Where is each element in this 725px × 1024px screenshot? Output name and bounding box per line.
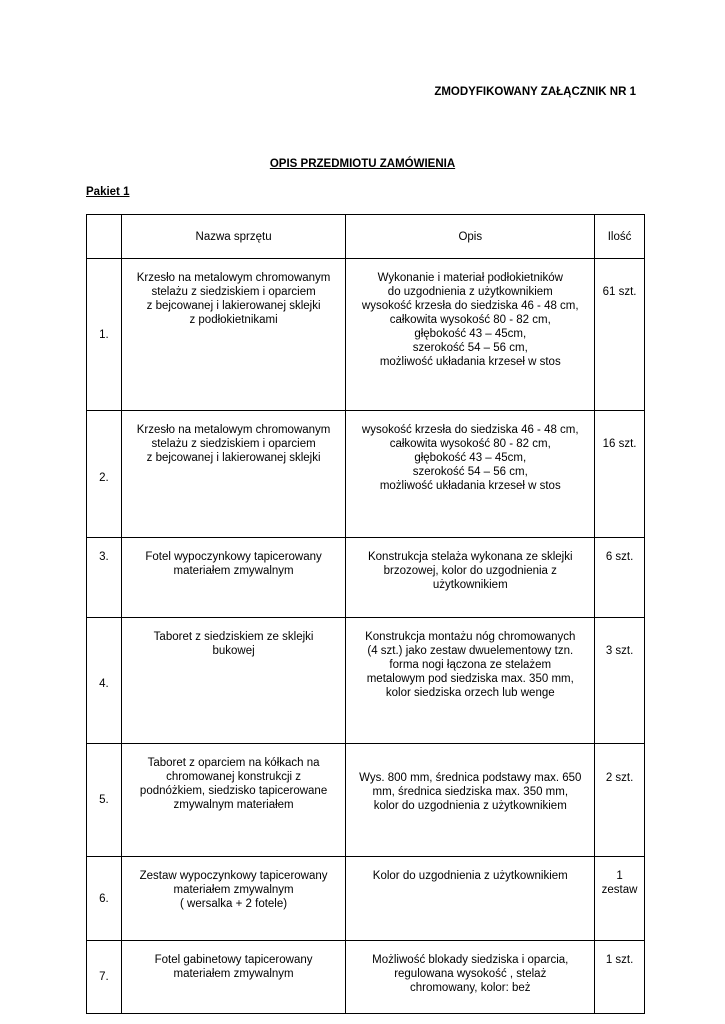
table-row	[87, 941, 645, 1014]
item-quantity: 16 szt.	[595, 411, 645, 538]
header-description: Opis	[346, 215, 595, 259]
item-description: Kolor do uzgodnienia z użytkownikiem	[346, 857, 595, 941]
item-quantity: 2 szt.	[595, 744, 645, 857]
attachment-label: ZMODYFIKOWANY ZAŁĄCZNIK NR 1	[434, 86, 636, 98]
item-quantity: 1 szt.	[595, 941, 645, 1014]
item-quantity: 1 zestaw	[595, 857, 645, 941]
header-quantity: Ilość	[595, 215, 645, 259]
row-number: 6.	[87, 857, 122, 941]
table-row	[87, 538, 645, 618]
item-description: wysokość krzesła do siedziska 46 - 48 cm, całkowita wysokość 80 - 82 cm, głębokość 43 – 45cm, szerokość 54 – 56 cm, możliwość układania krzeseł w stos	[346, 411, 595, 538]
item-quantity: 61 szt.	[595, 259, 645, 411]
item-name: Fotel wypoczynkowy tapicerowany materiałem zmywalnym	[121, 538, 346, 618]
row-number: 3.	[87, 538, 122, 618]
package-label: Pakiet 1	[86, 186, 130, 198]
item-name: Fotel gabinetowy tapicerowany materiałem zmywalnym	[121, 941, 346, 1014]
table-row	[87, 259, 645, 411]
item-quantity: 6 szt.	[595, 538, 645, 618]
row-number: 1.	[87, 259, 122, 411]
item-name: Krzesło na metalowym chromowanym stelażu z siedziskiem i oparciem z bejcowanej i lakierowanej sklejki z podłokietnikami	[121, 259, 346, 411]
table-row	[87, 411, 645, 538]
row-number: 5.	[87, 744, 122, 857]
item-description: Możliwość blokady siedziska i oparcia, regulowana wysokość , stelaż chromowany, kolor: beż	[346, 941, 595, 1014]
item-description: Konstrukcja montażu nóg chromowanych (4 szt.) jako zestaw dwuelementowy tzn. forma nogi łączona ze stelażem metalowym pod siedziska max. 350 mm, kolor siedziska orzech lub wenge	[346, 618, 595, 744]
item-name: Zestaw wypoczynkowy tapicerowany materiałem zmywalnym ( wersalka + 2 fotele)	[121, 857, 346, 941]
table-row	[87, 744, 645, 857]
row-number: 2.	[87, 411, 122, 538]
item-description: Konstrukcja stelaża wykonana ze sklejki brzozowej, kolor do uzgodnienia z użytkownikiem	[346, 538, 595, 618]
row-number: 4.	[87, 618, 122, 744]
item-name: Krzesło na metalowym chromowanym stelażu z siedziskiem i oparciem z bejcowanej i lakierowanej sklejki	[121, 411, 346, 538]
item-description: Wykonanie i materiał podłokietników do uzgodnienia z użytkownikiem wysokość krzesła do siedziska 46 - 48 cm, całkowita wysokość 80 - 82 cm, głębokość 43 – 45cm, szerokość 54 – 56 cm, możliwość układania krzeseł w stos	[346, 259, 595, 411]
document-title: OPIS PRZEDMIOTU ZAMÓWIENIA	[269, 158, 456, 170]
table-row	[87, 618, 645, 744]
item-description: Wys. 800 mm, średnica podstawy max. 650 mm, średnica siedziska max. 350 mm, kolor do uzgodnienia z użytkownikiem	[346, 744, 595, 857]
item-quantity: 3 szt.	[595, 618, 645, 744]
header-lp	[87, 215, 122, 259]
table-row	[87, 857, 645, 941]
row-number: 7.	[87, 941, 122, 1014]
item-name: Taboret z oparciem na kółkach na chromowanej konstrukcji z podnóżkiem, siedzisko tapicerowane zmywalnym materiałem	[121, 744, 346, 857]
header-name: Nazwa sprzętu	[121, 215, 346, 259]
specification-table	[86, 214, 645, 1014]
table-header-row	[87, 215, 645, 259]
item-name: Taboret z siedziskiem ze sklejki bukowej	[121, 618, 346, 744]
